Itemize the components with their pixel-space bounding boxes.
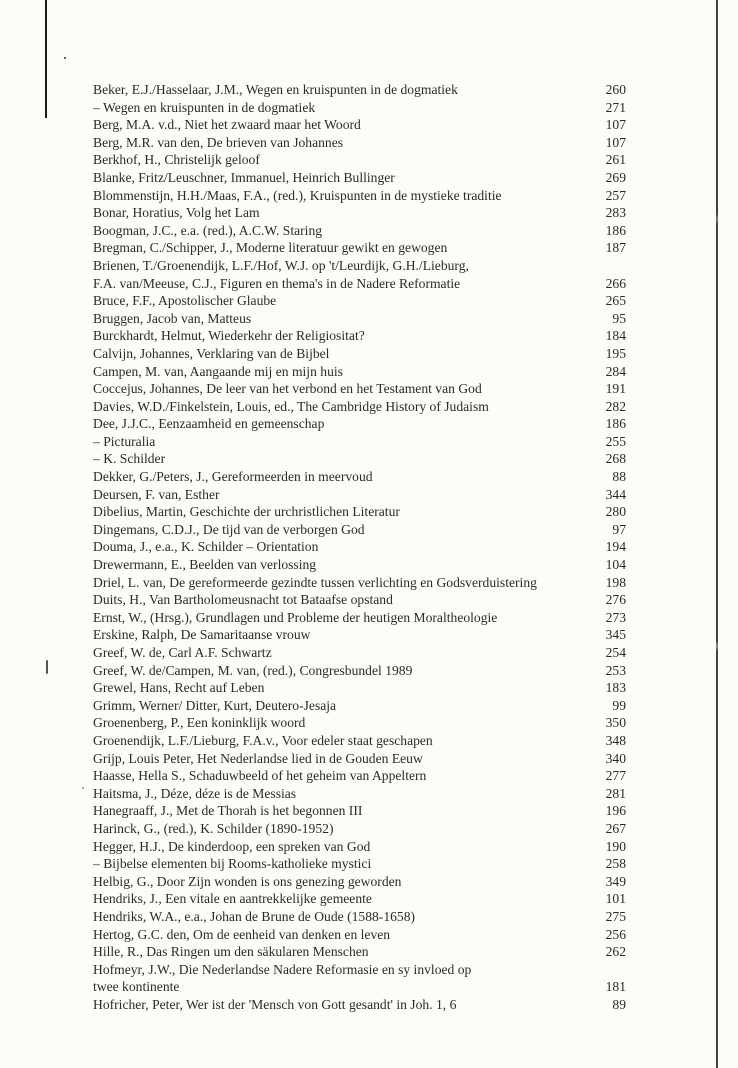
entry-page-number: 253 xyxy=(605,662,626,678)
entry-page-number: 255 xyxy=(605,433,626,449)
entry-title: Grimm, Werner/ Ditter, Kurt, Deutero-Jesaja xyxy=(93,697,337,713)
index-entry xyxy=(93,134,626,152)
index-entry xyxy=(93,257,626,275)
entry-title: Bruce, F.F., Apostolischer Glaube xyxy=(93,293,277,309)
index-entry xyxy=(93,503,626,521)
entry-title: Hegger, H.J., De kinderdoop, een spreken van God xyxy=(93,838,371,854)
entry-title: twee kontinente xyxy=(93,979,180,995)
entry-page-number: 107 xyxy=(605,134,626,150)
index-entry xyxy=(93,591,626,609)
entry-page-number: 266 xyxy=(605,275,626,291)
entry-page-number: 268 xyxy=(605,451,626,467)
entry-page-number: 191 xyxy=(605,381,626,397)
index-entry xyxy=(93,433,626,451)
entry-title: Hofmeyr, J.W., Die Nederlandse Nadere Reformasie en sy invloed op xyxy=(93,961,472,977)
entry-title: Hille, R., Das Ringen um den säkularen Menschen xyxy=(93,944,369,960)
entry-title: – Picturalia xyxy=(93,433,156,449)
entry-page-number: 186 xyxy=(605,222,626,238)
entry-title: Hertog, G.C. den, Om de eenheid van denken en leven xyxy=(93,926,391,942)
index-entry xyxy=(93,820,626,838)
page-edge-right xyxy=(716,0,718,1068)
entry-page-number: 183 xyxy=(605,680,626,696)
index-entry xyxy=(93,538,626,556)
entry-title: Burckhardt, Helmut, Wiederkehr der Religiositat? xyxy=(93,328,365,344)
index-entry xyxy=(93,187,626,205)
entry-title: Hendriks, J., Een vitale en aantrekkelijke gemeente xyxy=(93,891,372,907)
index-entry xyxy=(93,204,626,222)
entry-title: Helbig, G., Door Zijn wonden is ons genezing geworden xyxy=(93,873,402,889)
index-entry xyxy=(93,521,626,539)
index-entry xyxy=(93,310,626,328)
entry-title: Grewel, Hans, Recht auf Leben xyxy=(93,680,265,696)
entry-title: Blanke, Fritz/Leuschner, Immanuel, Heinrich Bullinger xyxy=(93,169,395,185)
entry-page-number: 256 xyxy=(605,926,626,942)
entry-title: Douma, J., e.a., K. Schilder – Orientation xyxy=(93,539,319,555)
entry-page-number: 344 xyxy=(605,486,626,502)
entry-page-number: 196 xyxy=(605,803,626,819)
index-entry xyxy=(93,116,626,134)
entry-title: F.A. van/Meeuse, C.J., Figuren en thema's in de Nadere Reformatie xyxy=(93,275,461,291)
entry-title: Dee, J.J.C., Eenzaamheid en gemeenschap xyxy=(93,416,325,432)
entry-page-number: 276 xyxy=(605,592,626,608)
entry-title: Coccejus, Johannes, De leer van het verbond en het Testament van God xyxy=(93,381,482,397)
entry-title: Grijp, Louis Peter, Het Nederlandse lied in de Gouden Eeuw xyxy=(93,750,423,766)
entry-title: Ernst, W., (Hrsg.), Grundlagen und Probleme der heutigen Moraltheologie xyxy=(93,609,498,625)
entry-page-number: 95 xyxy=(612,310,626,326)
index-entry xyxy=(93,732,626,750)
entry-page-number: 262 xyxy=(605,944,626,960)
index-entry xyxy=(93,785,626,803)
entry-page-number: 195 xyxy=(605,345,626,361)
index-entry xyxy=(93,99,626,117)
entry-page-number: 97 xyxy=(612,521,626,537)
entry-page-number: 107 xyxy=(605,117,626,133)
entry-title: Blommenstijn, H.H./Maas, F.A., (red.), Kruispunten in de mystieke traditie xyxy=(93,187,502,203)
index-entry xyxy=(93,275,626,293)
entry-title: Davies, W.D./Finkelstein, Louis, ed., The Cambridge History of Judaism xyxy=(93,398,489,414)
index-entry xyxy=(93,767,626,785)
index-entry xyxy=(93,486,626,504)
index-entry xyxy=(93,609,626,627)
entry-title: – Wegen en kruispunten in de dogmatiek xyxy=(93,99,316,115)
scan-speck xyxy=(64,57,66,59)
entry-title: Boogman, J.C., e.a. (red.), A.C.W. Staring xyxy=(93,222,323,238)
index-entry xyxy=(93,556,626,574)
entry-title: Haitsma, J., Déze, déze is de Messias xyxy=(93,785,297,801)
index-entry xyxy=(93,644,626,662)
entry-page-number: 269 xyxy=(605,169,626,185)
index-entry xyxy=(93,398,626,416)
entry-page-number: 260 xyxy=(605,82,626,97)
index-entry xyxy=(93,890,626,908)
index-entry xyxy=(93,662,626,680)
entry-page-number: 181 xyxy=(605,979,626,995)
entry-page-number: 349 xyxy=(605,873,626,889)
entry-page-number: 350 xyxy=(605,715,626,731)
index-entry xyxy=(93,926,626,944)
index-entry xyxy=(93,415,626,433)
page-edge-left xyxy=(45,0,47,118)
index-entry xyxy=(93,838,626,856)
index-entry xyxy=(93,626,626,644)
entry-title: Greef, W. de, Carl A.F. Schwartz xyxy=(93,645,272,660)
entry-page-number: 282 xyxy=(605,398,626,414)
entry-page-number: 273 xyxy=(605,609,626,625)
entry-title: Duits, H., Van Bartholomeusnacht tot Bataafse opstand xyxy=(93,592,393,608)
entry-page-number: 271 xyxy=(605,99,626,115)
index-entry xyxy=(93,239,626,257)
entry-page-number: 275 xyxy=(605,908,626,924)
index-entry xyxy=(93,802,626,820)
index-entry xyxy=(93,873,626,891)
index-entry xyxy=(93,679,626,697)
index-entry xyxy=(93,380,626,398)
entry-page-number: 101 xyxy=(605,891,626,907)
entry-title: Dibelius, Martin, Geschichte der urchristlichen Literatur xyxy=(93,504,400,520)
entry-page-number: 267 xyxy=(605,820,626,836)
index-entry xyxy=(93,151,626,169)
entry-page-number: 345 xyxy=(605,627,626,643)
entry-title: Brienen, T./Groenendijk, L.F./Hof, W.J. op 't/Leurdijk, G.H./Lieburg, xyxy=(93,257,469,273)
entry-page-number: 348 xyxy=(605,732,626,748)
index-entry xyxy=(93,943,626,961)
index-entry xyxy=(93,750,626,768)
entry-page-number: 258 xyxy=(605,856,626,872)
entry-page-number: 194 xyxy=(605,539,626,555)
index-list xyxy=(93,81,626,1013)
index-entry xyxy=(93,450,626,468)
entry-title: Greef, W. de/Campen, M. van, (red.), Congresbundel 1989 xyxy=(93,662,413,678)
entry-page-number: 104 xyxy=(605,557,626,573)
entry-title: Berg, M.R. van den, De brieven van Johannes xyxy=(93,134,344,150)
entry-page-number: 265 xyxy=(605,293,626,309)
entry-page-number: 281 xyxy=(605,785,626,801)
index-entry xyxy=(93,855,626,873)
entry-title: Erskine, Ralph, De Samaritaanse vrouw xyxy=(93,627,311,643)
entry-title: Dingemans, C.D.J., De tijd van de verborgen God xyxy=(93,521,365,537)
entry-page-number: 186 xyxy=(605,416,626,432)
index-entry xyxy=(93,978,626,996)
entry-title: Bregman, C./Schipper, J., Moderne literatuur gewikt en gewogen xyxy=(93,240,448,256)
entry-title: Bruggen, Jacob van, Matteus xyxy=(93,310,252,326)
entry-title: Beker, E.J./Hasselaar, J.M., Wegen en kruispunten in de dogmatiek xyxy=(93,82,458,97)
entry-title: Drewermann, E., Beelden van verlossing xyxy=(93,557,317,573)
index-entry xyxy=(93,961,626,979)
entry-page-number: 88 xyxy=(612,469,626,485)
entry-page-number: 190 xyxy=(605,838,626,854)
entry-page-number: 184 xyxy=(605,328,626,344)
entry-title: Calvijn, Johannes, Verklaring van de Bijbel xyxy=(93,345,330,361)
entry-title: Berkhof, H., Christelijk geloof xyxy=(93,152,260,168)
entry-page-number: 277 xyxy=(605,768,626,784)
index-entry xyxy=(93,996,626,1014)
entry-page-number: 198 xyxy=(605,574,626,590)
entry-page-number: 254 xyxy=(605,645,626,660)
index-entry xyxy=(93,363,626,381)
entry-page-number: 280 xyxy=(605,504,626,520)
index-entry xyxy=(93,81,626,99)
index-entry xyxy=(93,574,626,592)
entry-title: Haasse, Hella S., Schaduwbeeld of het geheim van Appeltern xyxy=(93,768,427,784)
entry-title: Hanegraaff, J., Met de Thorah is het begonnen III xyxy=(93,803,363,819)
entry-title: Harinck, G., (red.), K. Schilder (1890-1952) xyxy=(93,820,334,836)
scan-speck xyxy=(46,660,48,674)
index-entry xyxy=(93,169,626,187)
entry-page-number: 261 xyxy=(605,152,626,168)
entry-title: – Bijbelse elementen bij Rooms-katholieke mystici xyxy=(93,856,372,872)
index-entry xyxy=(93,292,626,310)
entry-page-number: 283 xyxy=(605,205,626,221)
entry-page-number: 89 xyxy=(612,996,626,1012)
entry-page-number: 340 xyxy=(605,750,626,766)
entry-title: Deursen, F. van, Esther xyxy=(93,486,220,502)
entry-page-number: 257 xyxy=(605,187,626,203)
entry-page-number: 284 xyxy=(605,363,626,379)
entry-title: Groenenberg, P., Een koninklijk woord xyxy=(93,715,306,731)
entry-page-number: 187 xyxy=(605,240,626,256)
index-entry xyxy=(93,714,626,732)
index-entry xyxy=(93,327,626,345)
entry-title: Bonar, Horatius, Volg het Lam xyxy=(93,205,260,221)
entry-title: Berg, M.A. v.d., Niet het zwaard maar het Woord xyxy=(93,117,361,133)
entry-title: Groenendijk, L.F./Lieburg, F.A.v., Voor edeler staat geschapen xyxy=(93,732,433,748)
entry-title: Hendriks, W.A., e.a., Johan de Brune de Oude (1588-1658) xyxy=(93,908,416,924)
index-entry xyxy=(93,345,626,363)
entry-title: – K. Schilder xyxy=(93,451,166,467)
entry-title: Dekker, G./Peters, J., Gereformeerden in meervoud xyxy=(93,469,373,485)
index-entry xyxy=(93,908,626,926)
index-entry xyxy=(93,222,626,240)
entry-page-number: 99 xyxy=(612,697,626,713)
scan-speck xyxy=(82,787,84,789)
entry-title: Hofricher, Peter, Wer ist der 'Mensch von Gott gesandt' in Joh. 1, 6 xyxy=(93,996,457,1012)
index-entry xyxy=(93,697,626,715)
entry-title: Campen, M. van, Aangaande mij en mijn huis xyxy=(93,363,343,379)
index-entry xyxy=(93,468,626,486)
entry-title: Driel, L. van, De gereformeerde gezindte tussen verlichting en Godsverduistering xyxy=(93,574,537,590)
